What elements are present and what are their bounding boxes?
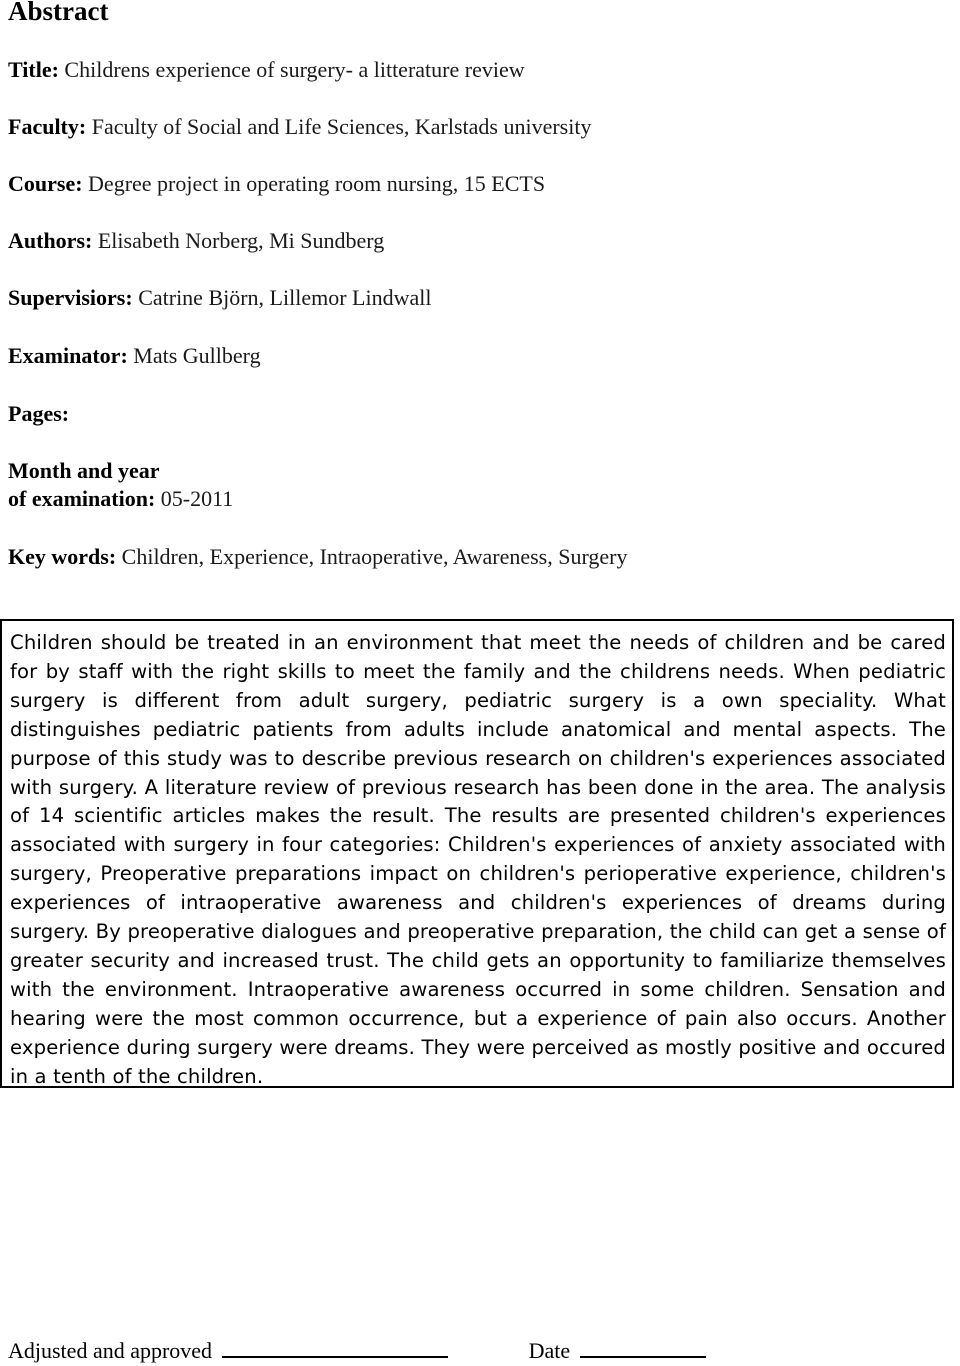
keywords-label: Key words: xyxy=(8,544,117,569)
title-value: Childrens experience of surgery- a litterature review xyxy=(64,57,525,82)
title-label: Title: xyxy=(8,57,59,82)
month-year-value: 05-2011 xyxy=(160,486,234,511)
course-field xyxy=(8,170,545,198)
faculty-value: Faculty of Social and Life Sciences, Karlstads university xyxy=(91,114,592,139)
examinator-label: Examinator: xyxy=(8,343,128,368)
month-year-label-line2: of examination: xyxy=(8,486,156,511)
abstract-text: Children should be treated in an environment that meet the needs of children and be cared for by staff with the right skills to meet the family and the childrens needs. When pediatric surgery is different from adult surgery, pediatric surgery is a own speciality. What distinguishes pediatric patients from adults include anatomical and mental aspects. The purpose of this study was to describe previous research on children's experiences associated with surgery. A literature review of previous research has been done in the area. The analysis of 14 scientific articles makes the result. The results are presented children's experiences associated with surgery in four categories: Children's experiences of anxiety associated with surgery, Preoperative preparations impact on children's perioperative experience, children's experiences of intraoperative awareness and children's experiences of dreams during surgery. By preoperative dialogues and preoperative preparation, the child can get a sense of greater security and increased trust. The child gets an opportunity to familiarize themselves with the environment. Intraoperative awareness occurred in some children. Sensation and hearing were the most common occurrence, but a experience of pain also occurs. Another experience during surgery were dreams. They were perceived as mostly positive and occured in a tenth of the children. xyxy=(10,631,946,1088)
supervisors-label: Supervisiors: xyxy=(8,285,133,310)
authors-label: Authors: xyxy=(8,228,93,253)
pages-label: Pages: xyxy=(8,401,70,426)
page-title: Abstract xyxy=(8,0,109,26)
title-field xyxy=(8,56,525,84)
approval-footer xyxy=(8,1334,706,1366)
month-year-field xyxy=(8,457,233,513)
keywords-value: Children, Experience, Intraoperative, Awareness, Surgery xyxy=(121,544,628,569)
pages-field xyxy=(8,400,69,428)
faculty-label: Faculty: xyxy=(8,114,87,139)
month-year-label-line1: Month and year xyxy=(8,458,160,483)
keywords-field xyxy=(8,543,628,571)
date-label: Date xyxy=(528,1338,571,1363)
examinator-value: Mats Gullberg xyxy=(133,343,261,368)
approved-label: Adjusted and approved xyxy=(8,1338,213,1363)
examinator-field xyxy=(8,342,261,370)
abstract-box xyxy=(0,619,954,1088)
date-line[interactable] xyxy=(580,1334,706,1358)
course-label: Course: xyxy=(8,171,83,196)
faculty-field xyxy=(8,113,591,141)
supervisors-field xyxy=(8,284,431,312)
authors-field xyxy=(8,227,384,255)
authors-value: Elisabeth Norberg, Mi Sundberg xyxy=(97,228,385,253)
supervisors-value: Catrine Björn, Lillemor Lindwall xyxy=(138,285,432,310)
approval-signature-line[interactable] xyxy=(222,1334,448,1358)
course-value: Degree project in operating room nursing, 15 ECTS xyxy=(88,171,546,196)
